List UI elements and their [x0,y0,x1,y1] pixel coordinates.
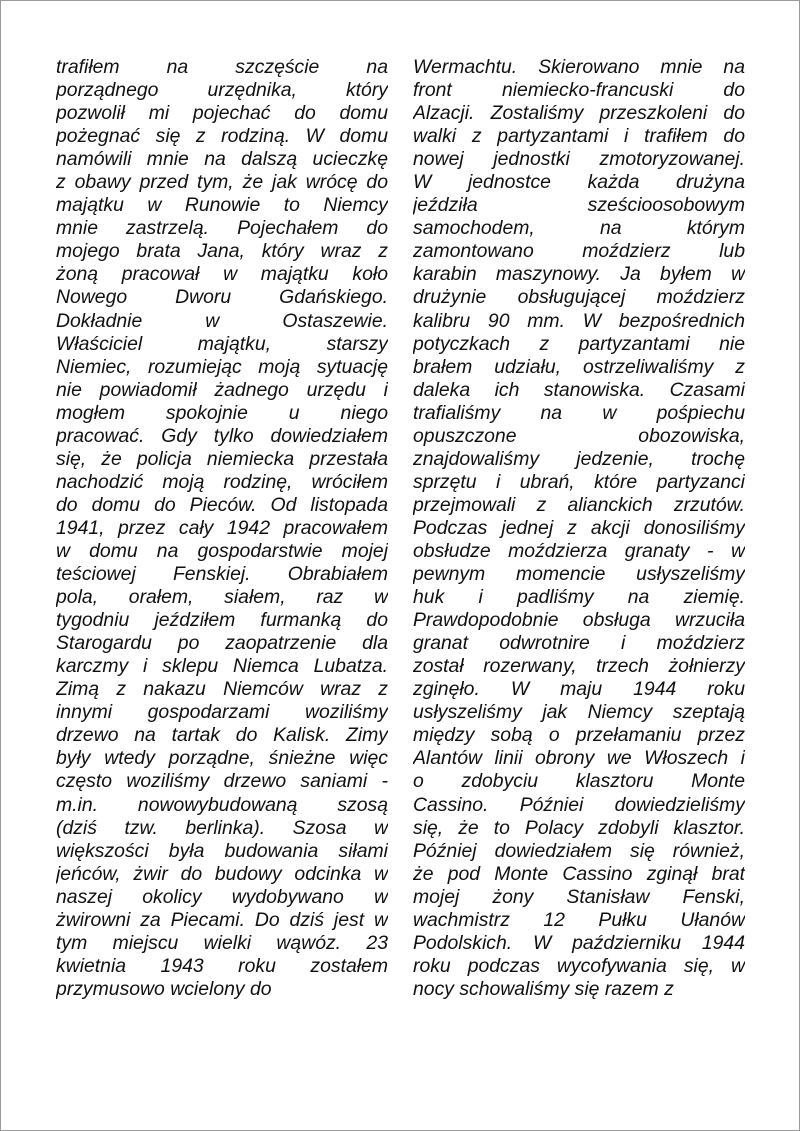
text-line: nocy schowaliśmy się razem z [413,977,674,1000]
text-line: teściowej Fenskiej. Obrabiałem [56,563,388,586]
text-line: 1941, przez cały 1942 pracowałem [56,516,388,539]
text-line: Później dowiedziałem się również, [413,839,745,862]
text-line: trafiłem na szczęście na [56,56,388,78]
text-line: daleka ich stanowiska. Czasami [413,378,745,401]
text-line: Zimą z nakazu Niemców wraz z [56,678,388,701]
text-line: przejmowali z alianckich zrzutów. [413,493,745,516]
text-line: się, że policja niemiecka przestała [56,447,388,470]
text-line: granat odwrotnire i moździerz [413,632,745,655]
text-line: obsłudze moździerza granaty - w [413,539,745,562]
text-line: pożegnać się z rodziną. W domu [56,125,388,148]
text-line: Podczas jednej z akcji donosiliśmy [413,516,745,539]
text-line: sprzętu i ubrań, które partyzanci [413,470,745,493]
text-line: roku podczas wycofywania się, w [413,954,745,977]
text-line: często woziliśmy drzewo saniami - [56,770,388,793]
text-line: wachmistrz 12 Pułku Ułanów [413,908,745,931]
text-line: W jednostce każda drużyna [413,171,745,194]
text-line: Nowego Dworu Gdańskiego. [56,286,388,309]
text-line: że pod Monte Cassino zginął brat [413,862,745,885]
text-line: trafialiśmy na w pośpiechu [413,401,745,424]
text-line: nachodzić moją rodzinę, wróciłem [56,470,388,493]
text-line: mojego brata Jana, który wraz z [56,240,388,263]
text-line: kwietnia 1943 roku zostałem [56,954,388,977]
text-line: Wermachtu. Skierowano mnie na [413,56,745,78]
text-line: samochodem, na którym [413,217,745,240]
text-line: żwirowni za Piecami. Do dziś jest w [56,908,388,931]
text-line: nie powiadomił żadnego urzędu i [56,378,388,401]
text-line: w domu na gospodarstwie mojej [56,539,388,562]
text-line: zginęło. W maju 1944 roku [413,678,745,701]
text-line: mnie zastrzelą. Pojechałem do [56,217,388,240]
text-line: jeńców, żwir do budowy odcinka w [56,862,388,885]
text-line: znajdowaliśmy jedzenie, trochę [413,447,745,470]
text-line: kalibru 90 mm. W bezpośrednich [413,309,745,332]
text-line: huk i padliśmy na ziemię. [413,586,745,609]
text-line: namówili mnie na dalszą ucieczkę [56,148,388,171]
text-line: Podolskich. W październiku 1944 [413,931,745,954]
text-line: pola, orałem, siałem, raz w [56,586,388,609]
text-line: m.in. nowowybudowaną szosą [56,793,388,816]
text-line: drużynie obsługującej moździerz [413,286,745,309]
text-line: większości była budowania siłami [56,839,388,862]
text-line: usłyszeliśmy jak Niemcy szeptają [413,701,745,724]
text-line: Dokładnie w Ostaszewie. [56,309,388,332]
text-line: Starogardu po zaopatrzenie dla [56,632,388,655]
text-line: jeździła sześcioosobowym [413,194,745,217]
text-line: drzewo na tartak do Kalisk. Zimy [56,724,388,747]
text-line: (dziś tzw. berlinka). Szosa w [56,816,388,839]
text-line: porządnego urzędnika, który [56,79,388,102]
text-line: o zdobyciu klasztoru Monte [413,770,745,793]
text-line: Alzacji. Zostaliśmy przeszkoleni do [413,102,745,125]
text-line: mogłem spokojnie u niego [56,401,388,424]
text-line: potyczkach z partyzantami nie [413,332,745,355]
text-line: mojej żony Stanisław Fenski, [413,885,745,908]
text-line: tym miejscu wielki wąwóz. 23 [56,931,388,954]
text-line: innymi gospodarzami woziliśmy [56,701,388,724]
text-line: się, że to Polacy zdobyli klasztor. [413,816,745,839]
text-line: brałem udziału, ostrzeliwaliśmy z [413,355,745,378]
text-line: żoną pracował w majątku koło [56,263,388,286]
text-line: nowej jednostki zmotoryzowanej. [413,148,745,171]
text-line: pewnym momencie usłyszeliśmy [413,563,745,586]
text-line: Prawdopodobnie obsługa wrzuciła [413,609,745,632]
text-line: zamontowano moździerz lub [413,240,745,263]
text-line: tygodniu jeździłem furmanką do [56,609,388,632]
left-text-column [56,56,388,1001]
text-line: Właściciel majątku, starszy [56,332,388,355]
text-line: Alantów linii obrony we Włoszech i [413,747,745,770]
text-line: były wtedy porządne, śnieżne więc [56,747,388,770]
text-line: naszej okolicy wydobywano w [56,885,388,908]
text-line: pracować. Gdy tylko dowiedziałem [56,424,388,447]
text-line: Niemiec, rozumiejąc moją sytuację [56,355,388,378]
text-line: z obawy przed tym, że jak wrócę do [56,171,388,194]
text-line: walki z partyzantami i trafiłem do [413,125,745,148]
text-line: do domu do Pieców. Od listopada [56,493,388,516]
text-line: przymusowo wcielony do [56,977,272,1000]
text-line: karczmy i sklepu Niemca Lubatza. [56,655,388,678]
text-line: front niemiecko-francuski do [413,79,745,102]
text-line: Cassino. Późniei dowiedzieliśmy [413,793,745,816]
text-line: między sobą o przełamaniu przez [413,724,745,747]
text-line: karabin maszynowy. Ja byłem w [413,263,745,286]
text-line: opuszczone obozowiska, [413,424,745,447]
text-line: majątku w Runowie to Niemcy [56,194,388,217]
text-line: pozwolił mi pojechać do domu [56,102,388,125]
right-text-column [413,56,745,1001]
text-line: został rozerwany, trzech żołnierzy [413,655,745,678]
